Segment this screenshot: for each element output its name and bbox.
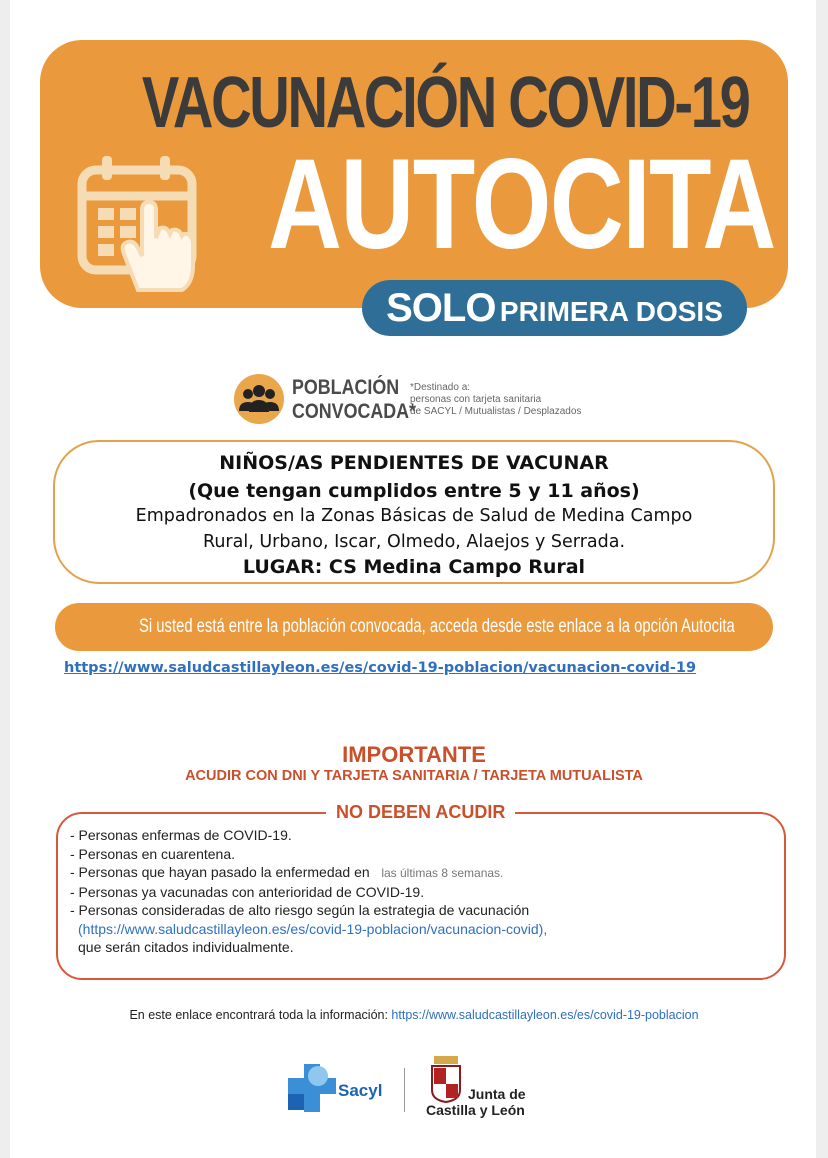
junta-text: Junta de Castilla y León [426,1086,526,1118]
vaccination-link[interactable]: https://www.saludcastillayleon.es/es/covid-19-poblacion/vacunacion-covid-19 [64,660,697,676]
target-zones-line1: Empadronados en la Zonas Básicas de Salud de Medina Campo [135,506,693,526]
high-risk-link[interactable]: (https://www.saludcastillayleon.es/es/covid-19-poblacion/vacunacion-covid), [78,920,548,937]
sacyl-text: Sacyl [338,1081,383,1100]
target-age-range: (Que tengan cumplidos entre 5 y 11 años) [188,480,640,502]
list-item: - Personas consideradas de alto riesgo según la estrategia de vacunación [70,902,530,918]
list-item: - Personas ya vacunadas con anterioridad de COVID-19. [70,883,425,900]
sacyl-logo [288,1064,398,1114]
do-not-attend-list [70,826,547,957]
badge-rest-text: PRIMERA DOSIS [499,296,723,327]
info-link[interactable]: https://www.saludcastillayleon.es/es/covid-19-poblacion [391,1008,699,1022]
calendar-touch-icon [68,150,218,300]
target-location: LUGAR: CS Medina Campo Rural [242,556,586,578]
do-not-attend-title: NO DEBEN ACUDIR [326,802,515,823]
important-title: IMPORTANTE [342,742,486,767]
important-subtitle: ACUDIR CON DNI Y TARJETA SANITARIA / TARJETA MUTUALISTA [185,768,643,784]
list-item: - Personas enfermas de COVID-19. [70,827,292,843]
autocita-instruction: Si usted está entre la población convocada, acceda desde este enlace a la opción Autocita [55,603,773,651]
people-group-icon [234,374,284,424]
list-item: - Personas en cuarentena. [70,845,235,862]
badge-bold-text: SOLO [386,286,496,330]
poster-title: VACUNACIÓN COVID-19 [141,63,749,143]
target-heading: NIÑOS/AS PENDIENTES DE VACUNAR [219,452,609,474]
list-item: que serán citados individualmente. [78,939,294,955]
list-item: - Personas que hayan pasado la enfermedad en las últimas 8 semanas. [70,864,504,880]
autocita-title: AUTOCITA [268,133,775,276]
footer-info: En este enlace encontrará toda la información: https://www.saludcastillayleon.es/es/covid-19-poblacion [129,1008,699,1022]
first-dose-badge [362,280,747,336]
population-title: POBLACIÓN CONVOCADA* [292,376,416,423]
target-zones-line2: Rural, Urbano, Iscar, Olmedo, Alaejos y Serrada. [202,532,626,552]
target-group-box [53,440,775,584]
population-note: *Destinado a: personas con tarjeta sanitaria de SACYL / Mutualistas / Desplazados [410,382,582,417]
logo-divider [404,1068,405,1112]
